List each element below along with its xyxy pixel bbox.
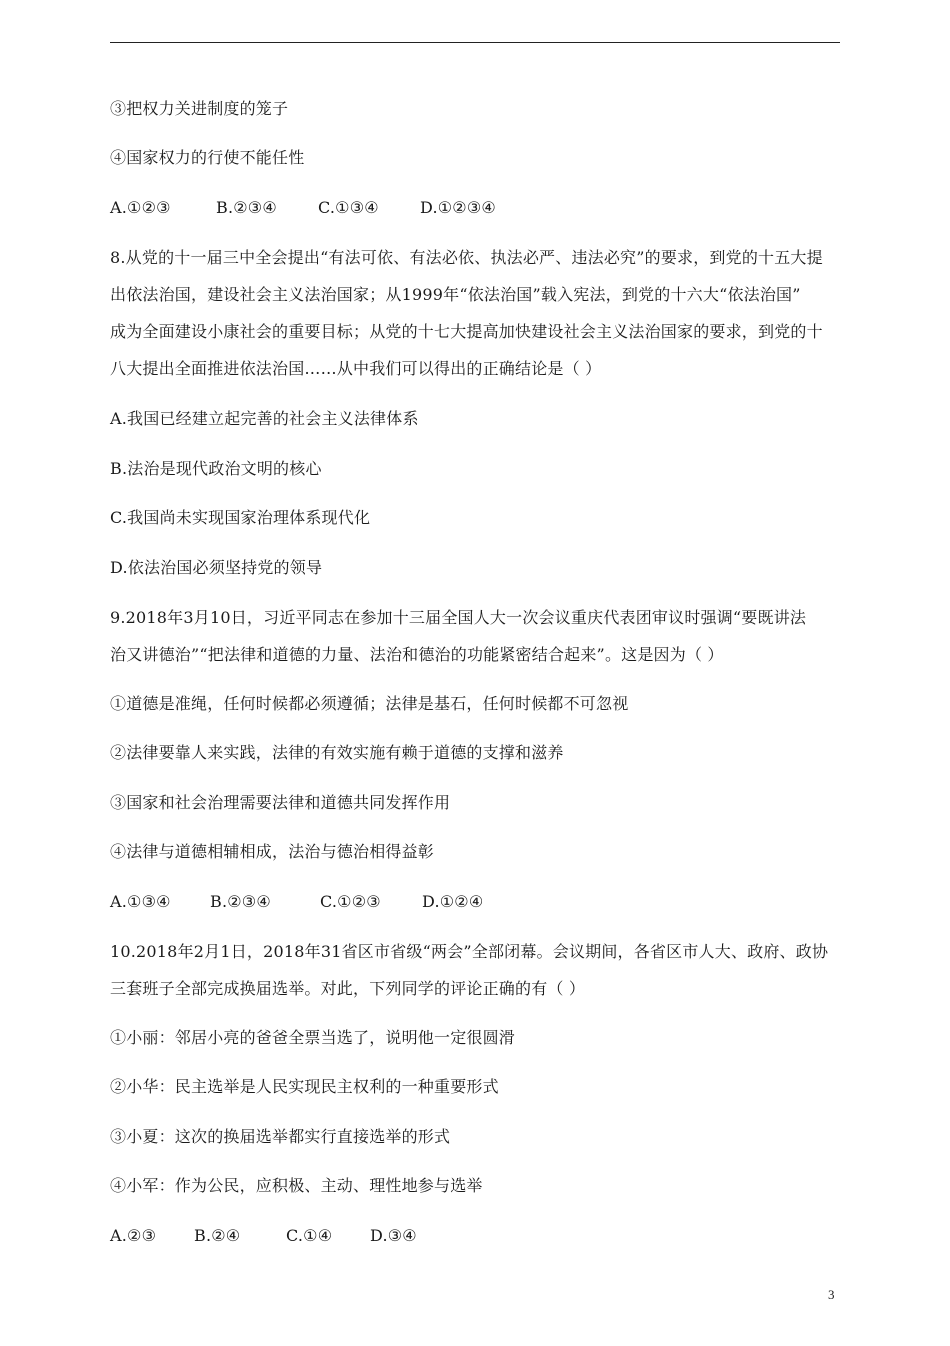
q9-stem-line-2: 治又讲德治”“把法律和道德的力量、法治和德治的功能紧密结合起来”。这是因为（ ） [110, 645, 724, 664]
header-rule [110, 42, 840, 43]
q7-item-3: ③把权力关进制度的笼子 [110, 99, 289, 118]
q8-stem-line-3: 成为全面建设小康社会的重要目标；从党的十七大提高加快建设社会主义法治国家的要求，到党的十 [110, 322, 823, 341]
q8-option-a: A.我国已经建立起完善的社会主义法律体系 [110, 409, 419, 428]
q7-option-c: C.①③④ [318, 198, 379, 217]
q9-item-2: ②法律要靠人来实践，法律的有效实施有赖于道德的支撑和滋养 [110, 743, 564, 762]
q10-item-4: ④小军：作为公民，应积极、主动、理性地参与选举 [110, 1176, 483, 1195]
q9-item-4: ④法律与道德相辅相成，法治与德治相得益彰 [110, 842, 435, 861]
q8-option-c: C.我国尚未实现国家治理体系现代化 [110, 508, 371, 527]
q9-option-d: D.①②④ [422, 892, 484, 911]
q10-item-1: ①小丽：邻居小亮的爸爸全票当选了，说明他一定很圆滑 [110, 1028, 516, 1047]
q10-option-d: D.③④ [370, 1226, 417, 1245]
q10-stem-line-2: 三套班子全部完成换届选举。对此，下列同学的评论正确的有（ ） [110, 979, 586, 998]
q10-options [110, 1226, 417, 1246]
q8-option-d: D.依法治国必须坚持党的领导 [110, 558, 323, 577]
q7-item-4: ④国家权力的行使不能任性 [110, 148, 305, 167]
q9-item-3: ③国家和社会治理需要法律和道德共同发挥作用 [110, 793, 451, 812]
q9-option-a: A.①③④ [110, 892, 171, 911]
q7-option-d: D.①②③④ [420, 198, 496, 217]
q7-option-b: B.②③④ [216, 198, 277, 217]
q10-option-b: B.②④ [194, 1226, 241, 1245]
page-number: 3 [828, 1287, 835, 1302]
q10-option-a: A.②③ [110, 1226, 157, 1245]
q7-options [110, 198, 496, 218]
q9-stem-line-1: 9.2018年3月10日，习近平同志在参加十三届全国人大一次会议重庆代表团审议时强调“要既讲法 [110, 608, 807, 627]
q10-option-c: C.①④ [286, 1226, 333, 1245]
q9-option-b: B.②③④ [210, 892, 271, 911]
q8-stem-line-2: 出依法治国，建设社会主义法治国家；从1999年“依法治国”载入宪法，到党的十六大“依法治国” [110, 285, 801, 304]
q8-stem-line-4: 八大提出全面推进依法治国……从中我们可以得出的正确结论是（ ） [110, 359, 602, 378]
q9-item-1: ①道德是准绳，任何时候都必须遵循；法律是基石，任何时候都不可忽视 [110, 694, 629, 713]
q10-item-3: ③小夏：这次的换届选举都实行直接选举的形式 [110, 1127, 451, 1146]
q10-stem-line-1: 10.2018年2月1日，2018年31省区市省级“两会”全部闭幕。会议期间，各省区市人大、政府、政协 [110, 942, 829, 961]
q10-item-2: ②小华：民主选举是人民实现民主权利的一种重要形式 [110, 1077, 499, 1096]
q7-option-a: A.①②③ [110, 198, 171, 217]
q8-stem-line-1: 8.从党的十一届三中全会提出“有法可依、有法必依、执法必严、违法必究”的要求，到党的十五大提 [110, 248, 823, 267]
q9-options [110, 892, 483, 912]
q9-option-c: C.①②③ [320, 892, 381, 911]
q8-option-b: B.法治是现代政治文明的核心 [110, 459, 322, 478]
